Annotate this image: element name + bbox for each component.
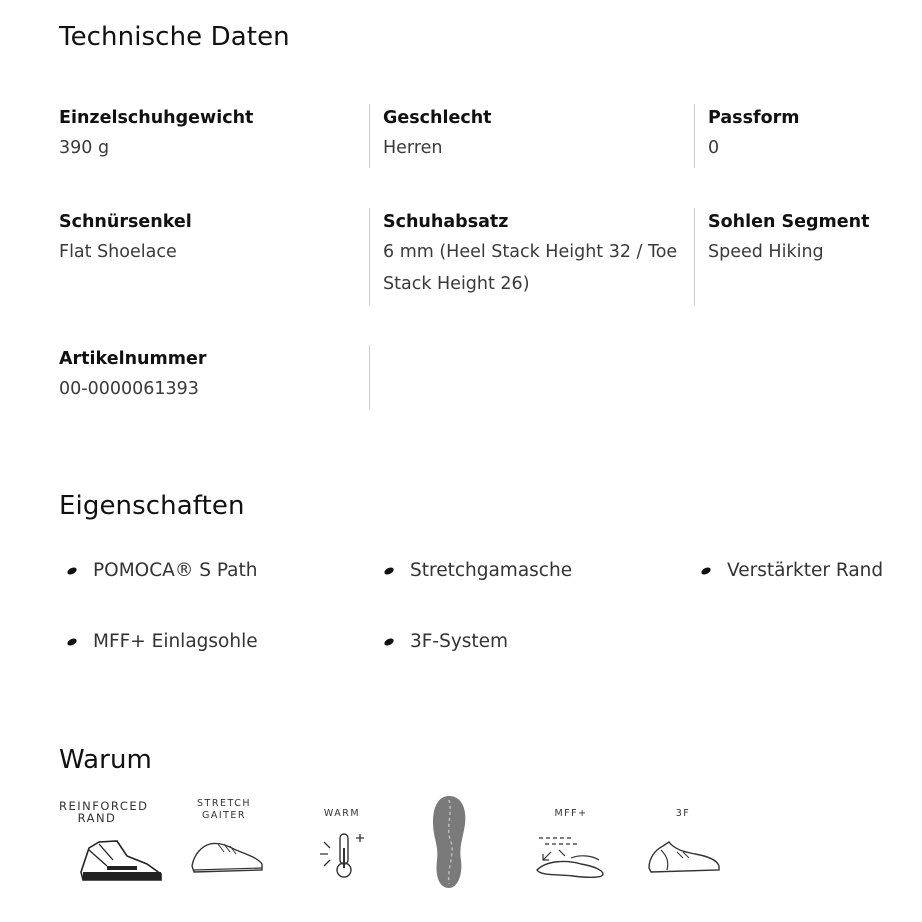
feature-label: 3F-System xyxy=(410,631,509,652)
why-caption: 3F xyxy=(675,808,691,819)
why-caption: WARM xyxy=(323,808,361,819)
spec-value: Flat Shoelace xyxy=(59,242,177,262)
feature-item xyxy=(693,560,883,581)
spec-weight xyxy=(59,104,359,164)
spec-label: Einzelschuhgewicht xyxy=(59,108,254,128)
shoe-3f-icon xyxy=(645,836,723,878)
feature-item xyxy=(376,560,572,581)
section-title-features: Eigenschaften xyxy=(59,491,245,521)
spec-sole-segment xyxy=(708,208,918,268)
divider xyxy=(369,104,370,168)
spec-label: Schnürsenkel xyxy=(59,212,192,232)
spec-value: Herren xyxy=(383,138,443,158)
why-reinforced-rand xyxy=(59,798,165,890)
why-caption: STRETCH GAITER xyxy=(197,798,251,821)
divider xyxy=(369,208,370,305)
spec-value: 6 mm (Heel Stack Height 32 / Toe Stack Height 26) xyxy=(383,242,678,294)
spec-heel xyxy=(383,208,683,300)
spec-value: Speed Hiking xyxy=(708,242,824,262)
spec-label: Geschlecht xyxy=(383,108,492,128)
spec-label: Schuhabsatz xyxy=(383,212,509,232)
insole-icon xyxy=(533,830,609,882)
why-caption: MFF+ xyxy=(554,808,588,819)
divider xyxy=(369,345,370,409)
spec-value: 0 xyxy=(708,138,720,158)
feature-label: POMOCA® S Path xyxy=(93,560,258,581)
spec-gender xyxy=(383,104,683,164)
shoe-gaiter-icon xyxy=(188,836,266,878)
feature-item xyxy=(59,631,258,652)
shoe-reinforced-icon xyxy=(77,838,167,886)
divider xyxy=(694,208,695,305)
feature-label: Stretchgamasche xyxy=(410,560,573,581)
spec-value: 00-0000061393 xyxy=(59,379,199,399)
spec-article-number xyxy=(59,345,359,405)
spec-label: Passform xyxy=(708,108,800,128)
spec-label: Artikelnummer xyxy=(59,349,207,369)
spec-value: 390 g xyxy=(59,138,110,158)
sole-icon xyxy=(425,794,475,890)
why-sole xyxy=(425,794,475,890)
spec-label: Sohlen Segment xyxy=(708,212,870,232)
feature-item xyxy=(376,631,508,652)
feature-label: MFF+ Einlagsohle xyxy=(93,631,258,652)
bullet-icon xyxy=(383,637,395,647)
section-title-technical-data: Technische Daten xyxy=(59,22,290,52)
bullet-icon xyxy=(383,566,395,576)
divider xyxy=(694,104,695,168)
why-mff-plus xyxy=(531,798,611,890)
section-title-why: Warum xyxy=(59,745,152,775)
why-caption: REINFORCED RAND xyxy=(59,799,149,825)
feature-label: Verstärkter Rand xyxy=(727,560,884,581)
bullet-icon xyxy=(700,566,712,576)
why-3f xyxy=(643,798,723,890)
bullet-icon xyxy=(66,566,78,576)
why-stretch-gaiter xyxy=(186,798,266,890)
feature-item xyxy=(59,560,257,581)
thermometer-icon xyxy=(316,828,370,882)
why-warm xyxy=(310,798,374,890)
bullet-icon xyxy=(66,637,78,647)
spec-laces xyxy=(59,208,359,268)
spec-fit xyxy=(708,104,908,164)
